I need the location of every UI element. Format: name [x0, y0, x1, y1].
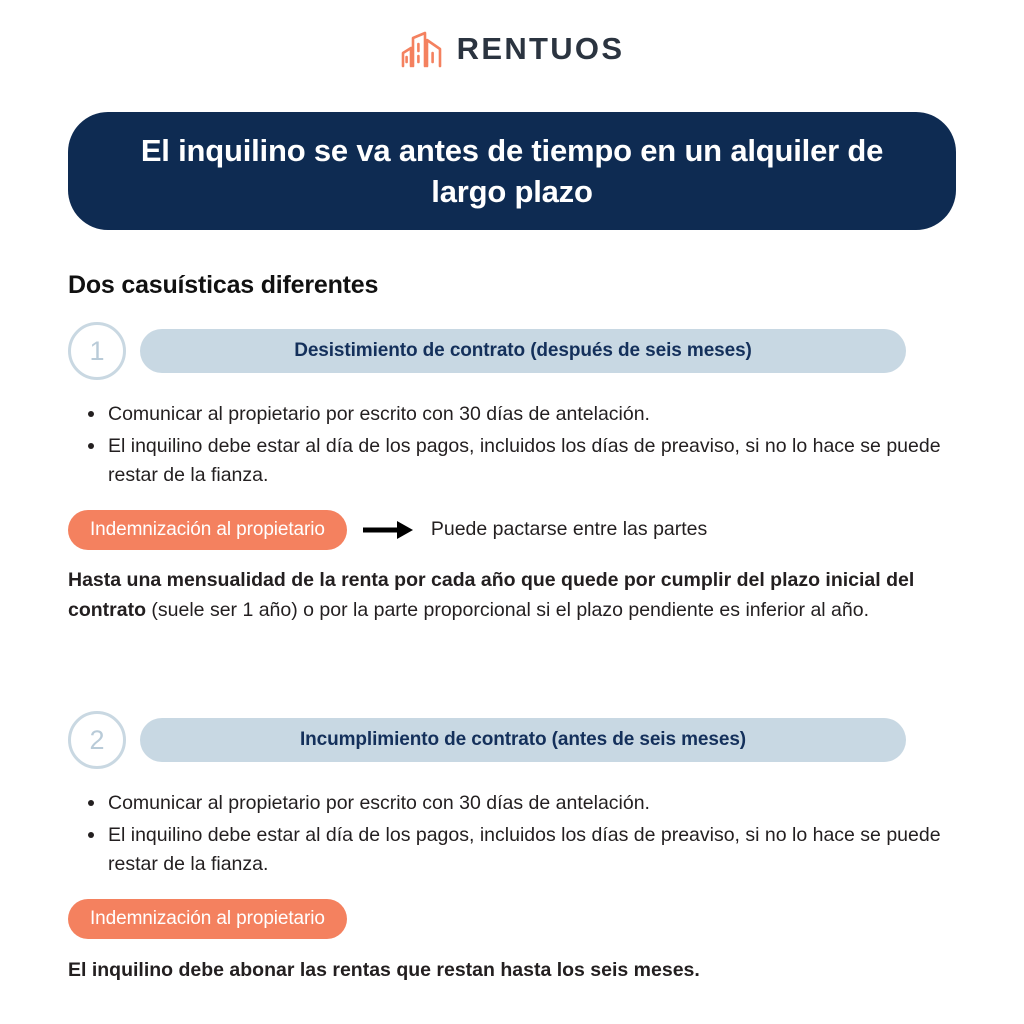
case-1-arrow-note: Puede pactarse entre las partes [430, 518, 708, 541]
case-1-header-row [68, 322, 906, 380]
list-item: Comunicar al propietario por escrito con 30 días de antelación. [86, 789, 958, 819]
case-1-badge-row [68, 510, 707, 550]
case-1-paragraph [68, 565, 958, 625]
case-2-paragraph [68, 955, 958, 985]
case-1-bullet-list [86, 400, 958, 493]
case-1-paragraph-bold: Hasta una mensualidad de la renta por cada año que quede por cumplir del plazo inicial del contrato [68, 569, 915, 622]
case-2-header-pill [140, 718, 906, 762]
right-arrow-icon [347, 517, 419, 543]
case-1-paragraph-rest: (suele ser 1 año) o por la parte proporcional si el plazo pendiente es inferior al año. [146, 599, 870, 622]
case-1-number-badge: 1 [68, 322, 126, 380]
case-2-header-row [68, 711, 906, 769]
brand-header [0, 0, 1024, 66]
title-banner [68, 112, 956, 230]
page-title: El inquilino se va antes de tiempo en un alquiler de largo plazo [140, 132, 884, 209]
list-item: Comunicar al propietario por escrito con 30 días de antelación. [86, 400, 958, 430]
list-item: El inquilino debe estar al día de los pagos, incluidos los días de preaviso, si no lo hace se puede restar de la fianza. [86, 821, 958, 880]
case-2-header-label: Incumplimiento de contrato (antes de seis meses) [299, 729, 747, 750]
case-1-header-pill [140, 329, 906, 373]
section-heading: Dos casuísticas diferentes [68, 271, 379, 299]
case-2-paragraph-bold: El inquilino debe abonar las rentas que restan hasta los seis meses. [68, 959, 700, 981]
list-item: El inquilino debe estar al día de los pagos, incluidos los días de preaviso, si no lo hace se puede restar de la fianza. [86, 432, 958, 491]
building-skyline-icon [400, 29, 444, 69]
case-1-header-label: Desistimiento de contrato (después de seis meses) [294, 340, 752, 361]
status-badge-label: Indemnización al propietario [90, 908, 325, 929]
case-2-bullet-list [86, 789, 958, 882]
case-2-number-badge: 2 [68, 711, 126, 769]
status-badge-label: Indemnización al propietario [90, 519, 325, 540]
case-2-indemnization-badge [68, 899, 347, 939]
brand-wordmark: RENTUOS [456, 31, 625, 66]
case-2-badge-row [68, 899, 347, 939]
case-1-indemnization-badge [68, 510, 347, 550]
